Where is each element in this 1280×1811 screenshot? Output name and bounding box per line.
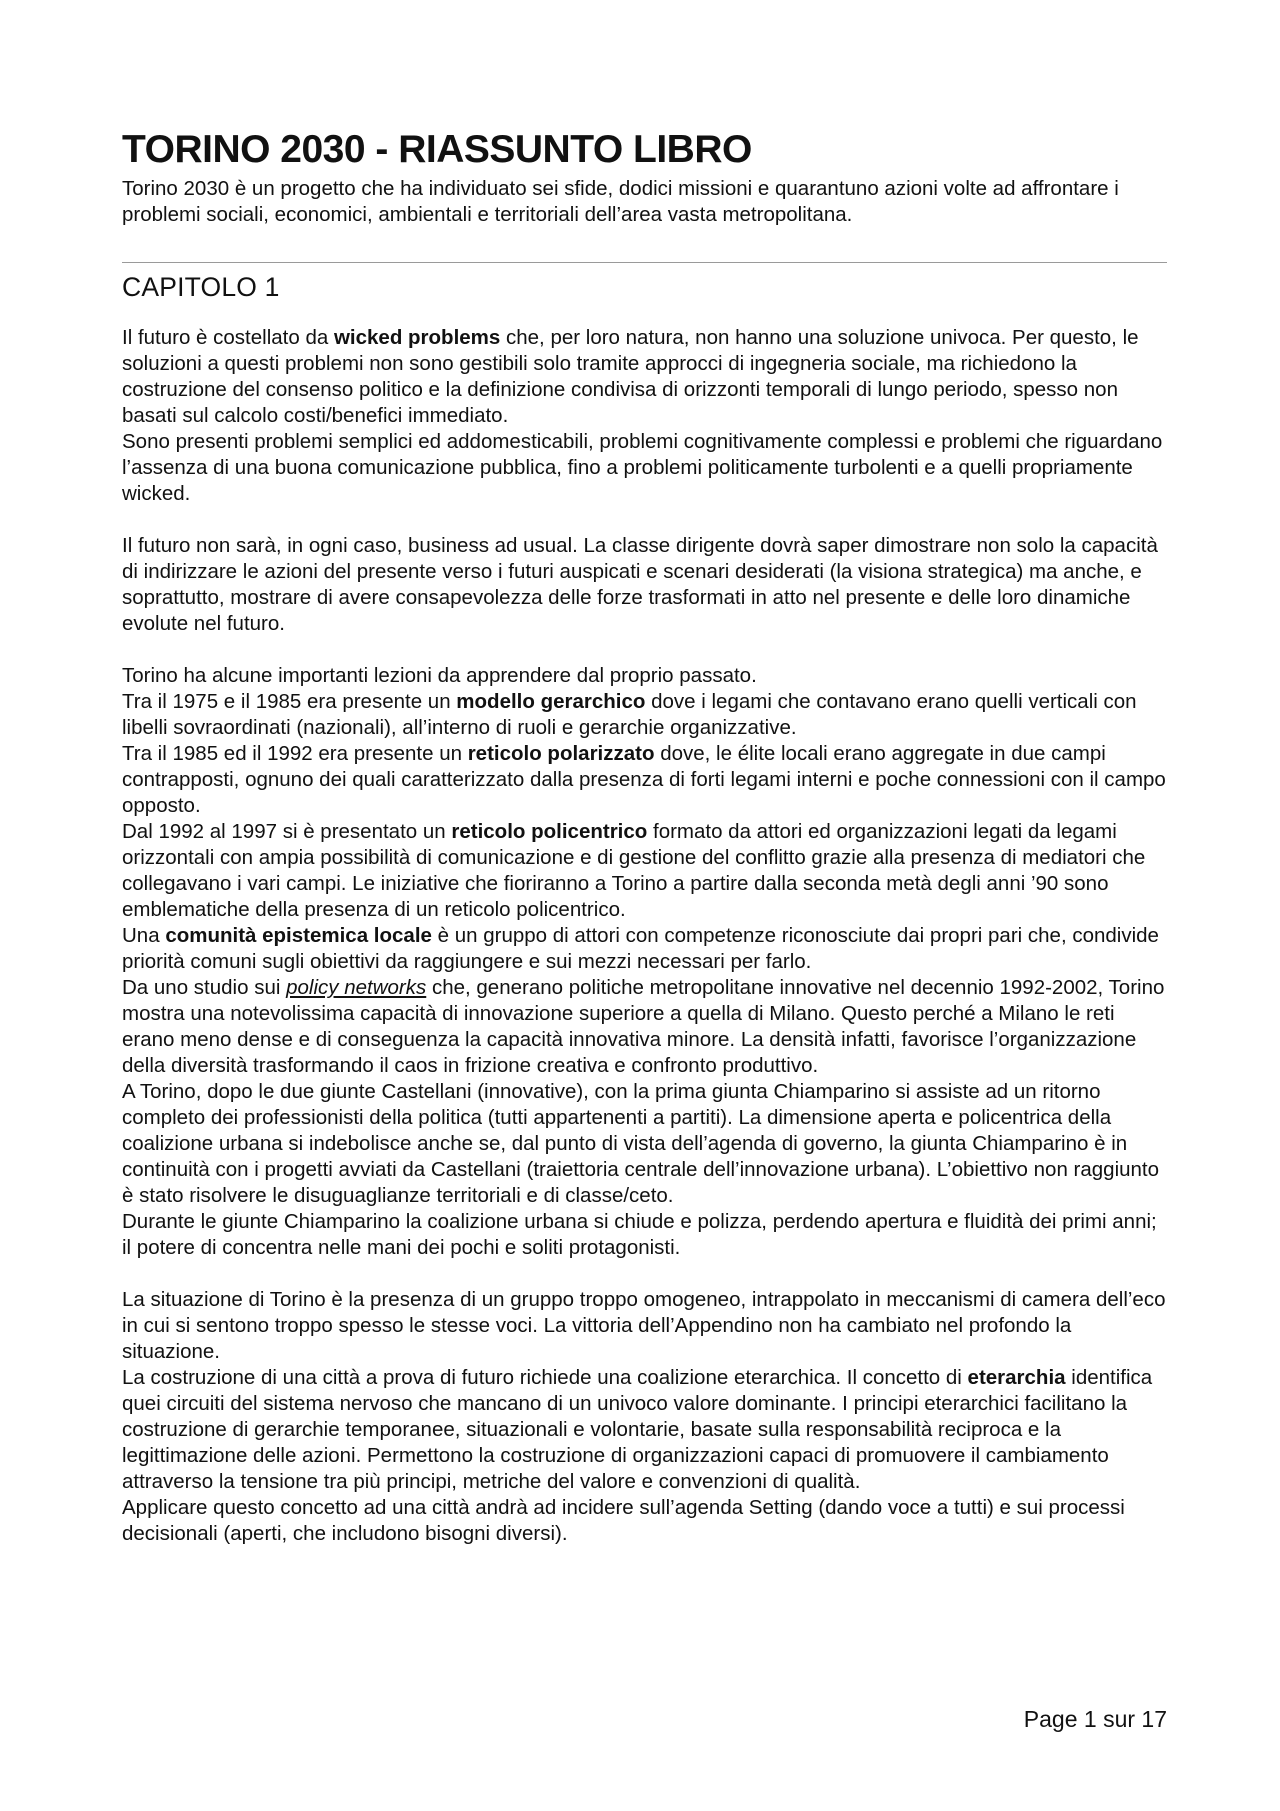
paragraph-giunte: A Torino, dopo le due giunte Castellani (innovative), con la prima giunta Chiamparino si assiste ad un ritorno completo dei professionisti della politica (tutti appartenenti a partiti). La dimensione aperta e policentrica della coalizione urbana si indebolisce anche se, dal punto di vista dell’agenda di governo, la giunta Chiamparino è in continuità con i progetti avviati da Castellani (traiettoria centrale dell’innovazione urbana). L’obiettivo non raggiunto è stato risolvere le disuguaglianze territoriali e di classe/ceto. xyxy=(122,1080,1160,1207)
bold-term: comunità epistemica locale xyxy=(165,924,432,947)
document-page xyxy=(122,126,1167,1547)
paragraph-future: Il futuro non sarà, in ogni caso, business ad usual. La classe dirigente dovrà saper dimostrare non solo la capacità di indirizzare le azioni del presente verso i futuri auspicati e scenari desiderati (la visiona strategica) ma anche, e soprattutto, mostrare di avere consapevolezza delle forze trasformati in atto nel presente e delle loro dinamiche evolute nel futuro. xyxy=(122,534,1158,635)
paragraph-problem-types: Sono presenti problemi semplici ed addomesticabili, problemi cognitivamente complessi e problemi che riguardano l’assenza di una buona comunicazione pubblica, fino a problemi politicamente turbolenti e a quelli propriamente wicked. xyxy=(122,430,1163,505)
intro-paragraph: Torino 2030 è un progetto che ha individuato sei sfide, dodici missioni e quarantuno azioni volte ad affrontare i problemi sociali, economici, ambientali e territoriali dell’area vasta metropolitana. xyxy=(122,177,1119,226)
page-number: Page 1 sur 17 xyxy=(1023,1706,1167,1732)
paragraph-reticolo-policentrico: Dal 1992 al 1997 si è presentato un reticolo policentrico formato da attori ed organizzazioni legati da legami orizzontali con ampia possibilità di comunicazione e di gestione del conflitto grazie alla presenza di mediatori che collegavano i vari campi. Le iniziative che fioriranno a Torino a partire dalla seconda metà degli anni ’90 sono emblematiche della presenza di un reticolo policentrico. xyxy=(122,820,1146,921)
paragraph-comunita-epistemica: Una comunità epistemica locale è un gruppo di attori con competenze riconosciute dai propri pari che, condivide priorità comuni sugli obiettivi da raggiungere e sui mezzi necessari per farlo. xyxy=(122,924,1159,973)
document-title: TORINO 2030 - RIASSUNTO LIBRO xyxy=(122,128,752,171)
paragraph-modello-gerarchico: Tra il 1975 e il 1985 era presente un modello gerarchico dove i legami che contavano erano quelli verticali con libelli sovraordinati (nazionali), all’interno di ruoli e gerarchie organizzative. xyxy=(122,690,1137,739)
bold-term: wicked problems xyxy=(333,326,501,349)
bold-term: modello gerarchico xyxy=(456,690,646,713)
paragraph-policy-networks: Da uno studio sui policy networks che, generano politiche metropolitane innovative nel decennio 1992-2002, Torino mostra una notevolissima capacità di innovazione superiore a quella di Milano. Questo perché a Milano le reti erano meno dense e di conseguenza la capacità innovativa minore. La densità infatti, favorisce l’organizzazione della diversità trasformando il caos in frizione creativa e confronto produttivo. xyxy=(122,976,1165,1077)
paragraph-wicked-problems: Il futuro è costellato da wicked problems che, per loro natura, non hanno una soluzione univoca. Per questo, le soluzioni a questi problemi non sono gestibili solo tramite approcci di ingegneria sociale, ma richiedono la costruzione del consenso politico e la definizione condivisa di orizzonti temporali di lungo periodo, spesso non basati sul calcolo costi/benefici immediato. xyxy=(122,326,1139,427)
paragraph-eterarchia: La costruzione di una città a prova di futuro richiede una coalizione eterarchica. Il concetto di eterarchia identifica quei circuiti del sistema nervoso che mancano di un univoco valore dominante. I principi eterarchici facilitano la costruzione di gerarchie temporanee, situazionali e volontarie, basate sulla responsabilità reciproca e la legittimazione delle azioni. Permettono la costruzione di organizzazioni capaci di promuovere il cambiamento attraverso la tensione tra più principi, metriche del valore e convenzioni di qualità. xyxy=(122,1366,1153,1493)
bold-term: eterarchia xyxy=(967,1366,1066,1389)
bold-term: reticolo polarizzato xyxy=(467,742,655,765)
paragraph-reticolo-polarizzato: Tra il 1985 ed il 1992 era presente un reticolo polarizzato dove, le élite locali erano aggregate in due campi contrapposti, ognuno dei quali caratterizzato dalla presenza di forti legami interni e poche connessioni con il campo opposto. xyxy=(122,742,1166,817)
chapter-heading: CAPITOLO 1 xyxy=(122,272,280,302)
paragraph-lessons: Torino ha alcune importanti lezioni da apprendere dal proprio passato. xyxy=(122,664,757,687)
paragraph-chiamparino: Durante le giunte Chiamparino la coalizione urbana si chiude e polizza, perdendo apertura e fluidità dei primi anni; il potere di concentra nelle mani dei pochi e soliti protagonisti. xyxy=(122,1210,1157,1259)
paragraph-agenda: Applicare questo concetto ad una città andrà ad incidere sull’agenda Setting (dando voce a tutti) e sui processi decisionali (aperti, che includono bisogni diversi). xyxy=(122,1496,1125,1545)
section-divider xyxy=(122,262,1167,263)
paragraph-situazione: La situazione di Torino è la presenza di un gruppo troppo omogeneo, intrappolato in meccanismi di camera dell’eco in cui si sentono troppo spesso le stesse voci. La vittoria dell’Appendino non ha cambiato nel profondo la situazione. xyxy=(122,1288,1166,1363)
policy-networks-link[interactable]: policy networks xyxy=(286,976,427,999)
bold-term: reticolo policentrico xyxy=(451,820,648,843)
